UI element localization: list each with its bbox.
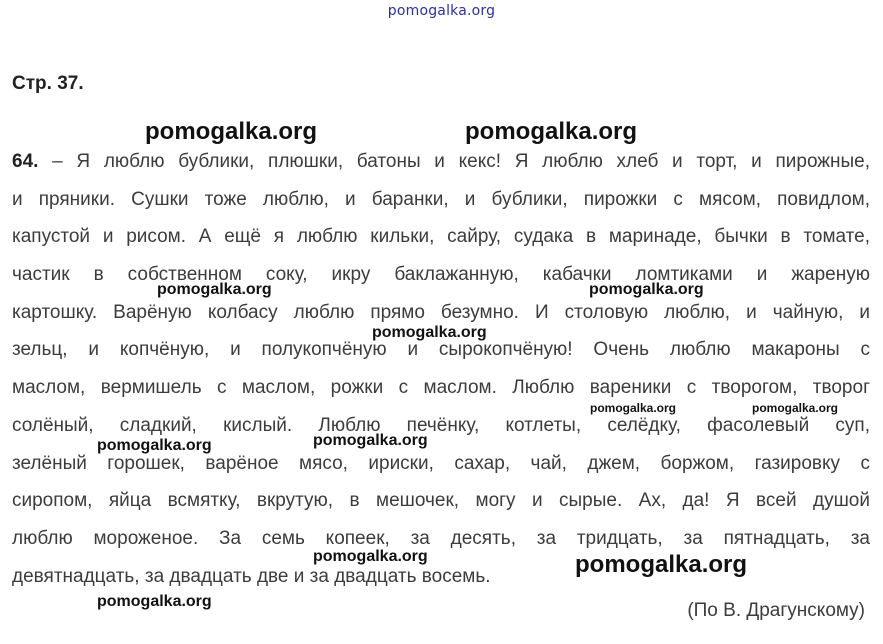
text-line: и пряники. Сушки тоже люблю, и баранки, и бублики, пирожки с мясом, повидлом, [12, 188, 870, 210]
watermark: pomogalka.org [97, 437, 212, 454]
text-line-content: – Я люблю бублики, плюшки, батоны и кекс! Я люблю хлеб и торт, и пирожные, [52, 151, 870, 172]
watermark: pomogalka.org [590, 401, 677, 415]
watermark: pomogalka.org [313, 548, 428, 565]
watermark: pomogalka.org [372, 324, 487, 341]
text-line: зелёный горошек, варёное мясо, ириски, сахар, чай, джем, боржом, газировку с [12, 452, 870, 474]
text-line: девятнадцать, за двадцать две и за двадцать восемь. [12, 565, 491, 587]
text-line: сиропом, яйца всмятку, вкрутую, в мешочек, могу и сырые. Ах, да! Я всей душой [12, 490, 870, 512]
page-label: Стр. 37. [12, 73, 84, 94]
attribution: (По В. Драгунскому) [687, 600, 865, 621]
text-line: капустой и рисом. А ещё я люблю кильки, сайру, судака в маринаде, бычки в томате, [12, 226, 870, 248]
text-line: маслом, вермишель с маслом, рожки с маслом. Люблю вареники с творогом, творог [12, 377, 870, 399]
text-line: солёный, сладкий, кислый. Люблю печёнку, котлеты, селёдку, фасолевый суп, [12, 414, 870, 436]
text-line [12, 143, 870, 181]
watermark: pomogalka.org [589, 281, 704, 298]
text-line: люблю мороженое. За семь копеек, за десять, за тридцать, за пятнадцать, за [12, 527, 870, 549]
text-line: частик в собственном соку, икру баклажанную, кабачки ломтиками и жареную [12, 264, 870, 286]
text-line: зельц, и копчёную, и полукопчёную и сырокопчёную! Очень люблю макароны с [12, 339, 870, 361]
watermark: pomogalka.org [313, 432, 428, 449]
watermark: pomogalka.org [145, 118, 318, 145]
watermark: pomogalka.org [157, 281, 272, 298]
watermark: pomogalka.org [465, 118, 638, 145]
text-line: картошку. Варёную колбасу люблю прямо безумно. И столовую люблю, и чайную, и [12, 301, 870, 323]
watermark: pomogalka.org [97, 593, 212, 610]
site-header-watermark: pomogalka.org [387, 3, 496, 19]
watermark: pomogalka.org [752, 401, 839, 415]
exercise-text [12, 143, 870, 595]
watermark: pomogalka.org [575, 551, 748, 578]
exercise-number: 64. [12, 151, 39, 172]
